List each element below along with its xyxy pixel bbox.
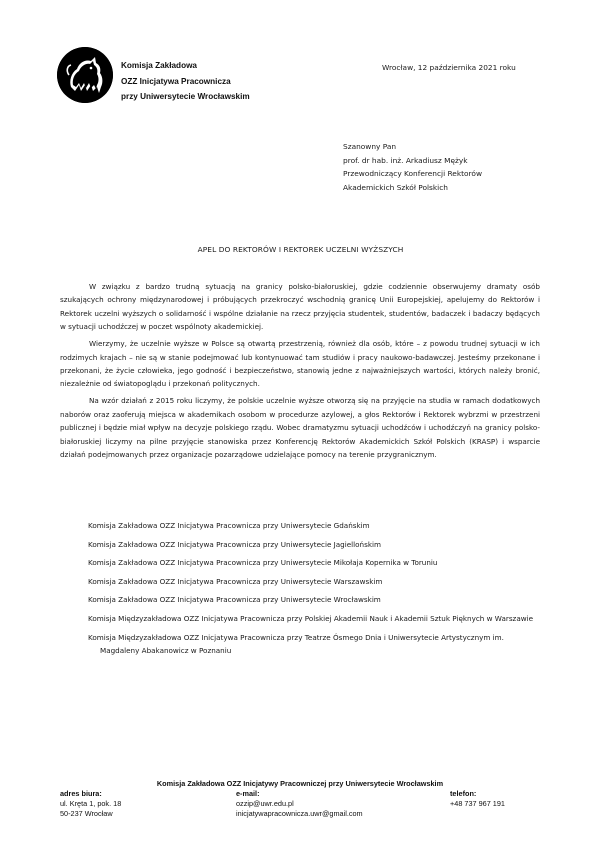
signatory-item: Komisja Zakładowa OZZ Inicjatywa Pracownicza przy Uniwersytecie Wrocławskim: [88, 595, 381, 605]
addressee-institution: Akademickich Szkół Polskich: [343, 182, 448, 192]
signatory-item: Komisja Międzyzakładowa OZZ Inicjatywa Pracownicza przy Polskiej Akademii Nauk i Akademii Sztuk Pięknych w Warszawie: [88, 613, 534, 623]
footer-phone-label: telefon:: [450, 789, 477, 798]
footer-phone: [450, 789, 505, 809]
footer-phone-number: +48 737 967 191: [450, 799, 505, 808]
footer-email-address[interactable]: ozzip@uwr.edu.pl: [236, 799, 294, 808]
sender-org-line-2: OZZ Inicjatywa Pracownicza: [121, 76, 231, 86]
signatory-item: Komisja Zakładowa OZZ Inicjatywa Pracownicza przy Uniwersytecie Gdańskim: [88, 521, 370, 530]
footer-email-label: e-mail:: [236, 789, 260, 798]
footer-address-line: 50-237 Wrocław: [60, 809, 113, 818]
place-and-date: Wrocław, 12 października 2021 roku: [382, 63, 516, 72]
body-paragraph: Wierzymy, że uczelnie wyższe w Polsce są otwartą przestrzenią, również dla osób, które – z powodu trudnej sytuacji w ich rodzimych krajach – nie są w stanie podejmować lub kontynuować tam studiów i pracy naukowo-badawczej. Jesteśmy przekonane i przekonani, że życie człowieka, jego godność i bezpieczeństwo, stanowią jedne z najważniejszych wartości, których należy bronić, niezależnie od światopoglądu i przekonań politycznych.: [60, 339, 540, 389]
addressee-block: [343, 140, 482, 194]
body-paragraph: W związku z bardzo trudną sytuacją na granicy polsko-białoruskiej, gdzie codziennie obserwujemy dramaty osób szukających ochrony międzynarodowej i próbujących przekroczyć wschodnią granicę Unii Europejskiej, apelujemy do Rektorów i Rektorek uczelni wyższych o solidarność i wspólne działanie na rzecz przyjęcia studentek, studentów, badaczek i badaczy będących w sytuacji uchodźczej w poczet wspólnoty akademickiej.: [60, 282, 540, 332]
signatories-list: [88, 519, 540, 662]
signatory-item: Komisja Zakładowa OZZ Inicjatywa Pracownicza przy Uniwersytecie Mikołaja Kopernika w Toruniu: [88, 558, 438, 568]
addressee-position: Przewodniczący Konferencji Rektorów: [343, 169, 482, 179]
footer-title: Komisja Zakładowa OZZ Inicjatywy Pracowniczej przy Uniwersytecie Wrocławskim: [156, 779, 444, 788]
addressee-name: prof. dr hab. inż. Arkadiusz Mężyk: [343, 155, 468, 165]
body-paragraph: Na wzór działań z 2015 roku liczymy, że polskie uczelnie wyższe otworzą się na przyjęcie na studia w ramach dodatkowych naborów oraz zaoferują miejsca w akademikach osobom w procedurze azylowej, a głos Rektorów i Rektorek wybrzmi w przestrzeni publicznej i będzie miał wpływ na decyzje polskiego rządu. Wobec dramatyzmu sytuacji uchodźców i uchodźczyń na granicy polsko-białoruskiej liczymy na pilne przyjęcie stanowiska przez Konferencję Rektorów Akademickich Szkół Polskich (KRASP) i wsparcie działań podejmowanych przez organizacje pozarządowe udzielające pomocy na terenie przygranicznym.: [60, 396, 540, 460]
letter-title: APEL DO REKTORÓW I REKTOREK UCZELNI WYŻSZYCH: [197, 245, 404, 254]
letter-footer: [60, 779, 540, 821]
footer-address-label: adres biura:: [60, 789, 102, 798]
signatory-item: Komisja Zakładowa OZZ Inicjatywa Pracownicza przy Uniwersytecie Warszawskim: [88, 576, 383, 586]
signatory-item: Komisja Międzyzakładowa OZZ Inicjatywa Pracownicza przy Teatrze Ósmego Dnia i Uniwersytecie Artystycznym im. Magdaleny Abakanowicz w Poznaniu: [88, 632, 504, 655]
sender-org-line-3: przy Uniwersytecie Wrocławskim: [121, 92, 250, 101]
footer-email: [236, 789, 363, 819]
footer-email-address[interactable]: inicjatywapracownicza.uwr@gmail.com: [236, 809, 363, 818]
sender-organization: [121, 58, 250, 105]
footer-address: [60, 789, 121, 819]
black-cat-logo-icon: [57, 47, 113, 103]
signatory-item: Komisja Zakładowa OZZ Inicjatywa Pracownicza przy Uniwersytecie Jagiellońskim: [88, 539, 382, 549]
sender-org-line-1: Komisja Zakładowa: [121, 61, 197, 70]
addressee-salutation: Szanowny Pan: [343, 142, 397, 151]
footer-address-line: ul. Kręta 1, pok. 18: [60, 799, 122, 808]
letter-body: [60, 280, 540, 465]
